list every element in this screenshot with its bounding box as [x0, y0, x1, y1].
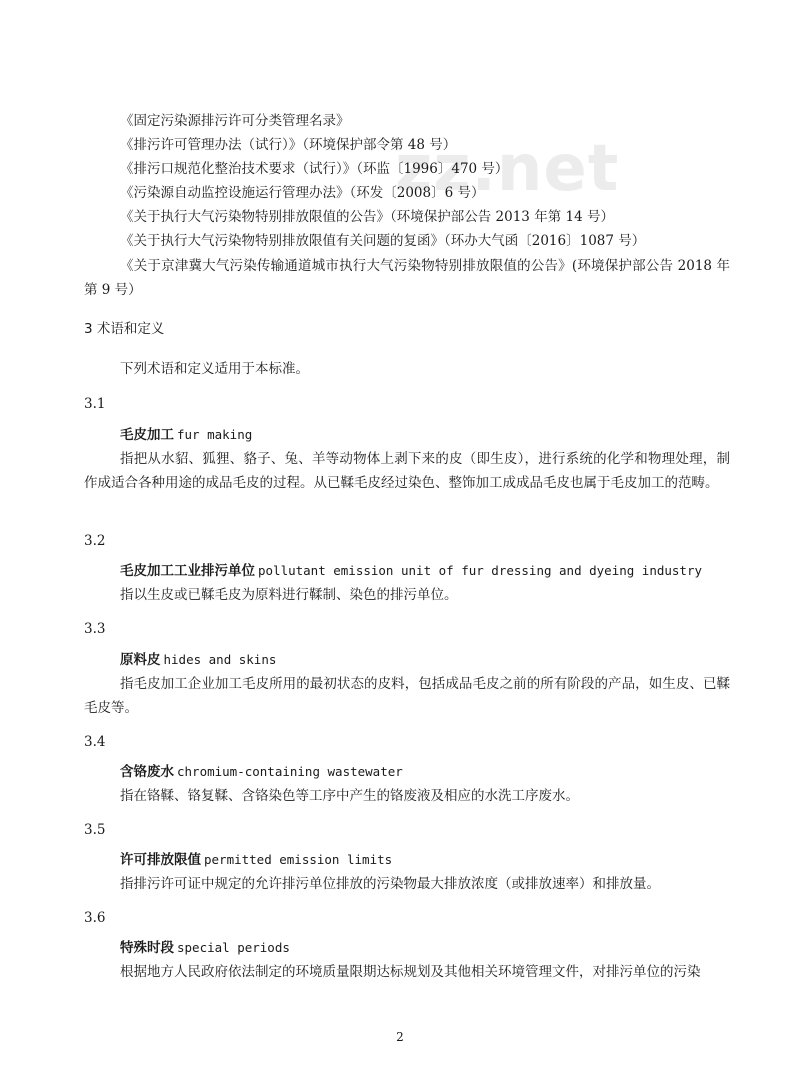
term-title — [120, 424, 252, 446]
term-title — [120, 560, 702, 582]
term-en: fur making — [177, 427, 253, 442]
term-definition: 指把从水貂、狐狸、貉子、兔、羊等动物体上剥下来的皮（即生皮），进行系统的化学和物理处理，制作成适合各种用途的成品毛皮的过程。从已鞣毛皮经过染色、整饰加工成成品毛皮也属于毛皮加工的范畴。 — [84, 451, 730, 491]
reference-item: 《污染源自动监控设施运行管理办法》（环发〔2008〕6 号） — [120, 185, 485, 201]
term-definition: 指排污许可证中规定的允许排污单位排放的污染物最大排放浓度（或排放速率）和排放量。 — [120, 876, 660, 892]
term-zh: 毛皮加工 — [120, 427, 174, 443]
term-number: 3.2 — [84, 533, 106, 549]
term-zh: 毛皮加工工业排污单位 — [120, 563, 255, 579]
term-zh: 含铬废水 — [120, 764, 174, 780]
term-number: 3.1 — [84, 396, 106, 412]
watermark: zz.net — [395, 132, 620, 206]
reference-item: 《关于京津冀大气污染传输通道城市执行大气污染物特别排放限值的公告》(环境保护部公告 2018 年第 9 号） — [84, 258, 730, 298]
term-definition: 根据地方人民政府依法制定的环境质量限期达标规划及其他相关环境管理文件，对排污单位的污染 — [120, 964, 701, 980]
term-number: 3.4 — [84, 734, 106, 750]
term-number: 3.5 — [84, 822, 106, 838]
reference-item: 《排污许可管理办法（试行）》（环境保护部令第 48 号） — [120, 137, 457, 153]
term-definition: 指以生皮或已鞣毛皮为原料进行鞣制、染色的排污单位。 — [120, 587, 458, 603]
term-zh: 特殊时段 — [120, 940, 174, 956]
term-title — [120, 649, 276, 671]
term-title — [120, 849, 392, 871]
term-en: chromium-containing wastewater — [177, 764, 403, 779]
term-number: 3.3 — [84, 621, 106, 637]
term-en: special periods — [177, 940, 290, 955]
term-en: permitted emission limits — [204, 852, 393, 867]
page-number: 2 — [396, 1030, 404, 1044]
term-zh: 原料皮 — [120, 652, 161, 668]
term-number: 3.6 — [84, 910, 106, 926]
term-en: pollutant emission unit of fur dressing and dyeing industry — [258, 563, 703, 578]
reference-item: 《关于执行大气污染物特别排放限值有关问题的复函》（环办大气函〔2016〕1087 号） — [120, 233, 646, 249]
term-zh: 许可排放限值 — [120, 852, 201, 868]
term-en: hides and skins — [163, 652, 277, 667]
reference-item: 《固定污染源排污许可分类管理名录》 — [120, 113, 350, 129]
reference-item: 《排污口规范化整治技术要求（试行）》（环监〔1996〕470 号） — [120, 161, 509, 177]
term-title — [120, 937, 290, 959]
term-title — [120, 761, 403, 783]
reference-item: 《关于执行大气污染物特别排放限值的公告》（环境保护部公告 2013 年第 14 号） — [120, 209, 614, 225]
section-heading: 3 术语和定义 — [84, 321, 165, 337]
term-definition: 指毛皮加工企业加工毛皮所用的最初状态的皮料，包括成品毛皮之前的所有阶段的产品，如生皮、已鞣毛皮等。 — [84, 676, 730, 716]
section-intro: 下列术语和定义适用于本标准。 — [120, 361, 309, 377]
term-definition: 指在铬鞣、铬复鞣、含铬染色等工序中产生的铬废液及相应的水洗工序废水。 — [120, 788, 579, 804]
